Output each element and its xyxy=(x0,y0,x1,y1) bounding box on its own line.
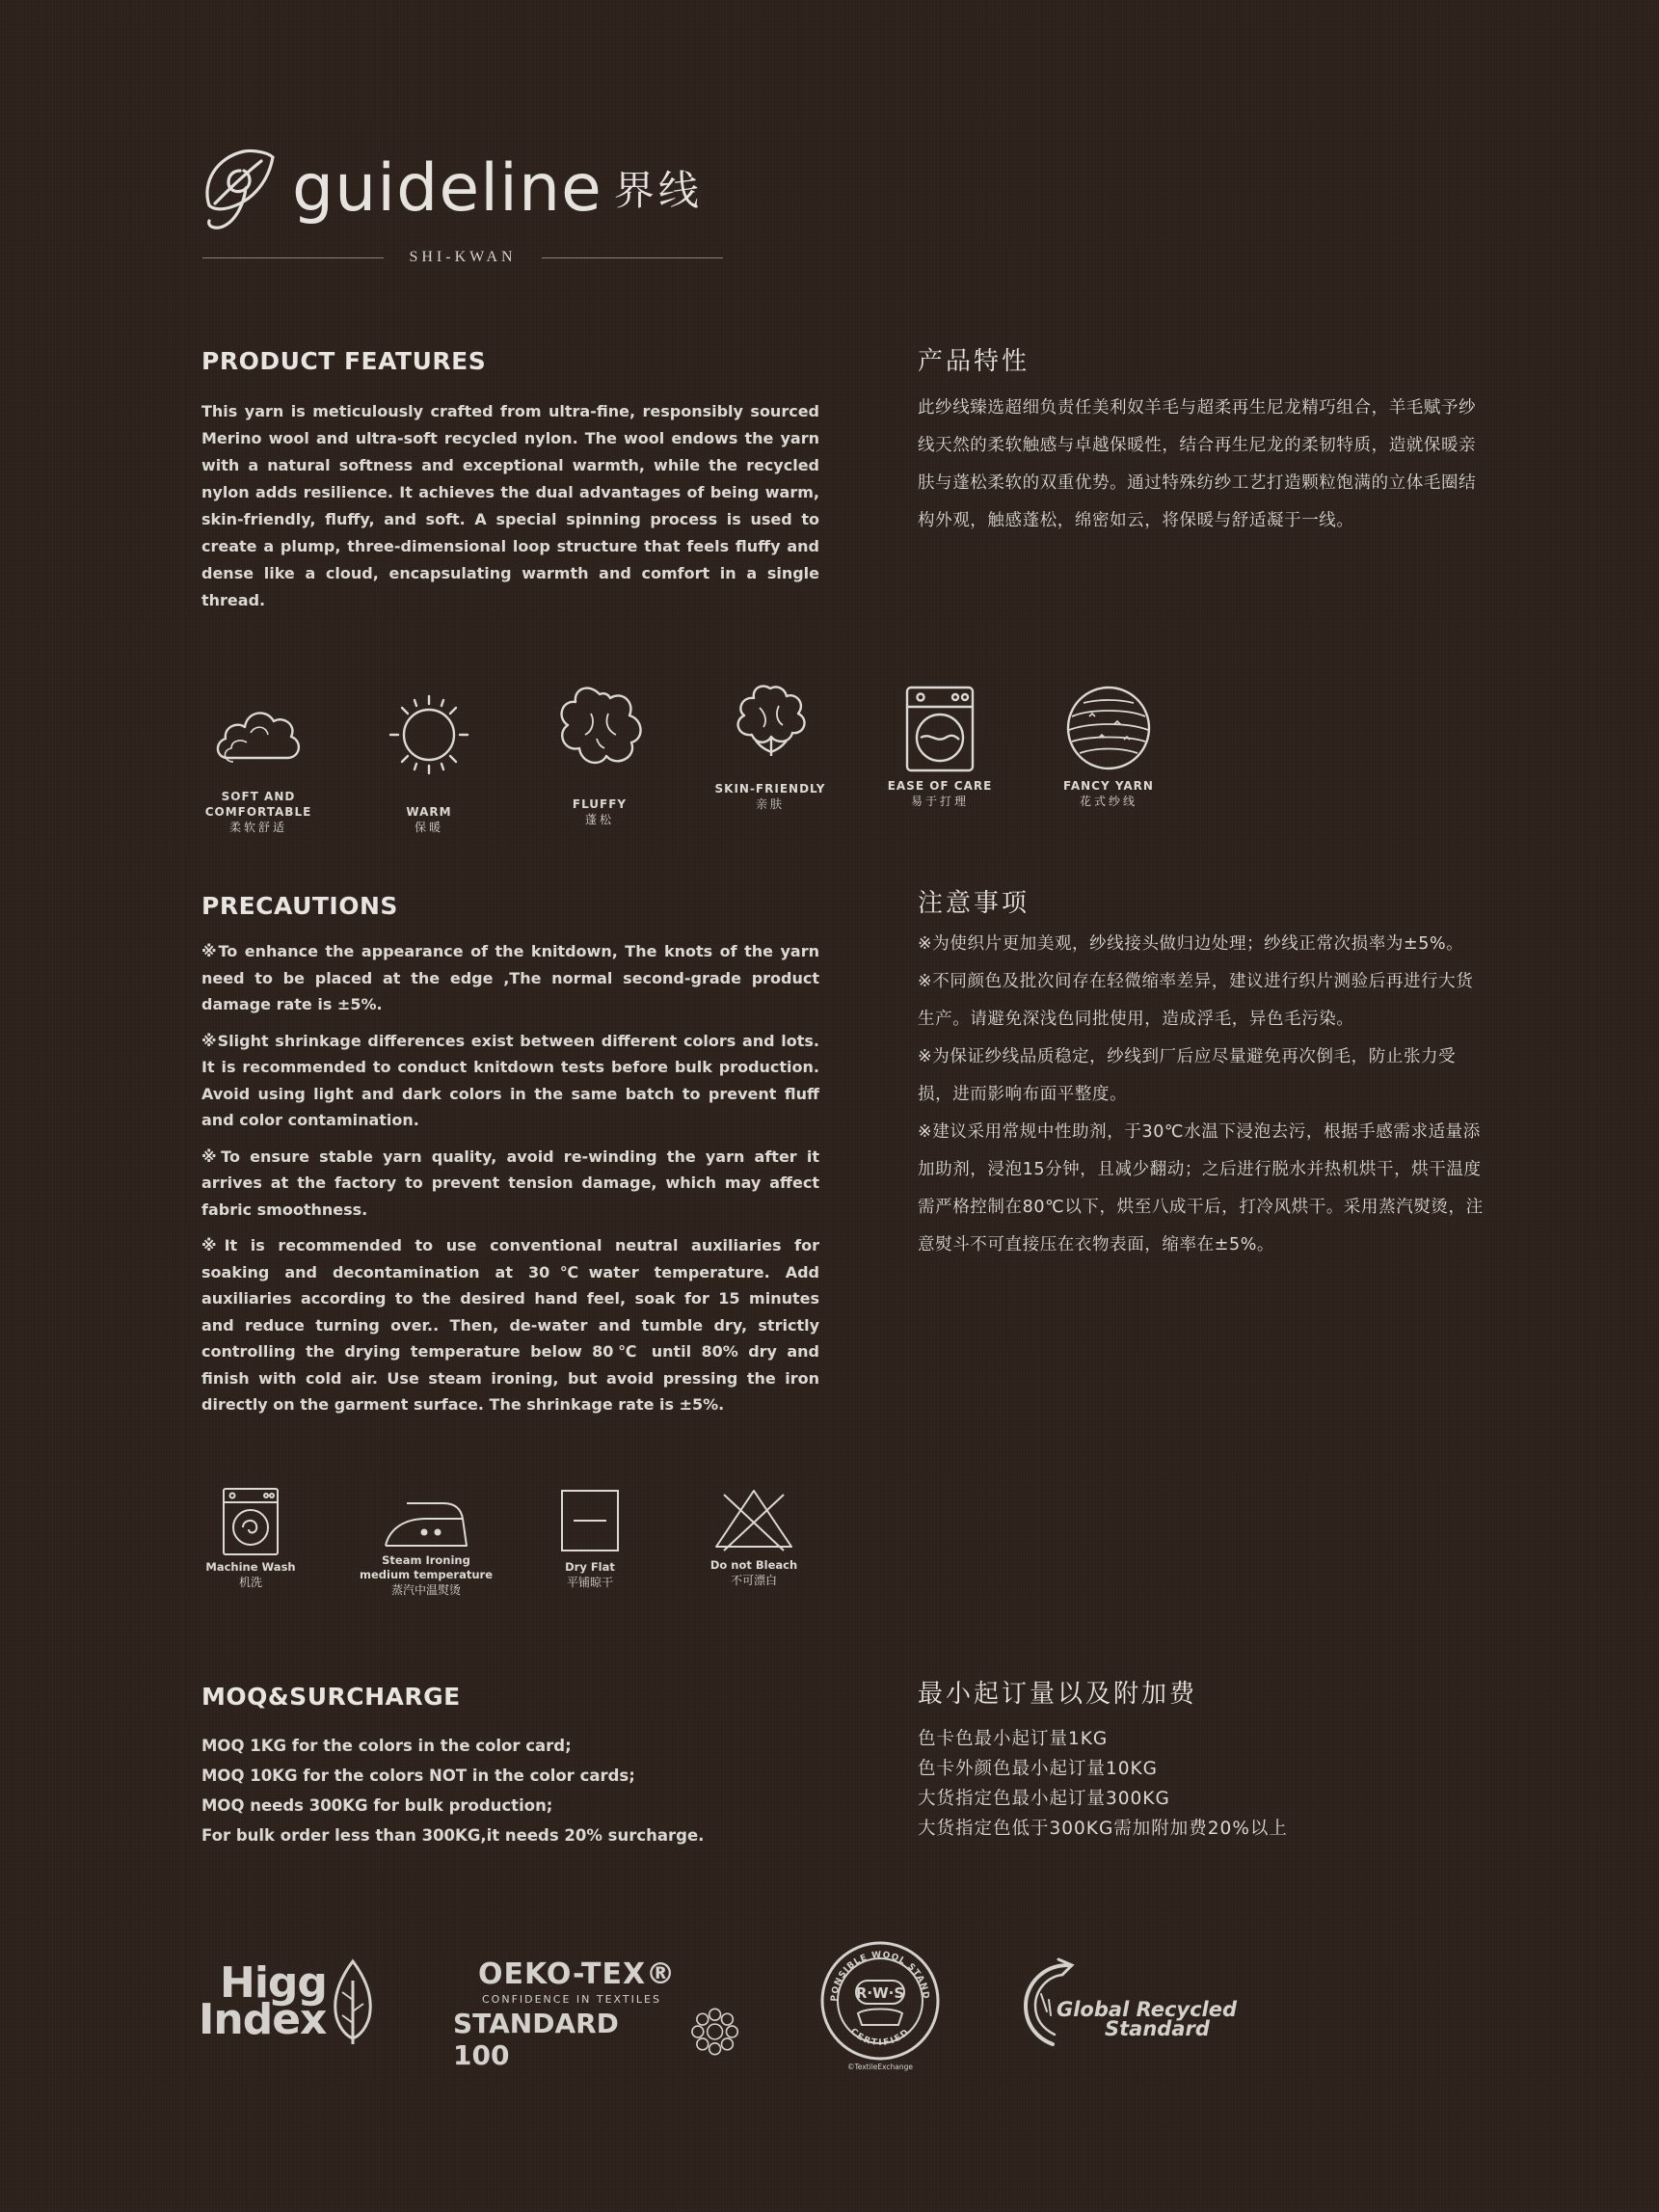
moq-line: MOQ 1KG for the colors in the color card; xyxy=(201,1737,572,1755)
precaution-item-cn: ※为使织片更加美观，纱线接头做归边处理；纱线正常次损率为±5%。 xyxy=(918,934,1464,954)
moq-line: MOQ 10KG for the colors NOT in the color cards; xyxy=(201,1767,635,1785)
precaution-item-cn: ※为保证纱线品质稳定，纱线到厂后应尽量避免再次倒毛，防止张力受损，进而影响布面平整度。 xyxy=(918,1047,1457,1104)
care-do-not-bleach: Do not Bleach 不可漂白 xyxy=(667,1485,841,1588)
divider-left xyxy=(202,257,384,258)
oeko-flower-icon xyxy=(687,2004,742,2060)
precaution-item: ※To enhance the appearance of the knitdown, The knots of the yarn need to be placed at the edge ,The normal second-grade product damage rate is ±5%. xyxy=(201,942,819,1013)
precaution-item: ※Slight shrinkage differences exist between different colors and lots. It is recommended to conduct knitdown tests before bulk production. Avoid using light and dark colors in the same batch to prevent fluff and color contamination. xyxy=(201,1031,819,1129)
cloud-icon xyxy=(210,685,307,781)
precaution-item-cn: ※不同颜色及批次间存在轻微缩率差异，建议进行织片测验后再进行大货生产。请避免深浅色同批使用，造成浮毛，异色毛污染。 xyxy=(918,972,1474,1029)
higg-index-logo: Higg Index xyxy=(199,1957,377,2046)
brand-name-cn: 界线 xyxy=(613,167,703,214)
care-machine-wash: Machine Wash 机洗 xyxy=(164,1485,337,1590)
rws-seal-icon xyxy=(817,1938,943,2064)
feature-skin-friendly: SKIN-FRIENDLY 亲肤 xyxy=(683,675,857,812)
svg-text:CERTIFIED: CERTIFIED xyxy=(847,2026,913,2049)
rws-logo: PONSIBLE WOOL STAND CERTIFIED R·W·S ©TextileExchange xyxy=(817,1938,943,2071)
leaf-logo-icon xyxy=(198,144,279,232)
washing-machine-icon xyxy=(892,680,988,776)
grs-logo: Global Recycled Standard xyxy=(1020,1957,1251,2054)
precaution-item: ※To ensure stable yarn quality, avoid re-winding the yarn after it arrives at the factory to prevent tension damage, which may affect fabric smoothness. xyxy=(201,1146,819,1219)
steam-iron-icon xyxy=(380,1490,472,1551)
moq-title-en: MOQ&SURCHARGE xyxy=(201,1683,461,1711)
precaution-item: ※It is recommended to use conventional neutral auxiliaries for soaking and decontamination at 30℃water temperature. Add auxiliaries according to the desired hand feel, soak for 15 minutes and reduce turning over.. Then, de-water and tumble dry, strictly controlling the drying temperature below 80℃ until 80% dry and finish with cold air. Use steam ironing, but avoid pressing the iron directly on the garment surface. The shrinkage rate is ±5%. xyxy=(201,1236,819,1414)
svg-text:R·W·S: R·W·S xyxy=(855,1984,905,2002)
moq-line: MOQ needs 300KG for bulk production; xyxy=(201,1796,553,1815)
precaution-item-cn: ※建议采用常规中性助剂，于30℃水温下浸泡去污，根据手感需求适量添加助剂，浸泡15分钟，且减少翻动；之后进行脱水并热机烘干，烘干温度需严格控制在80℃以下，烘至八成干后，打冷风烘干。采用蒸汽熨烫，注意熨斗不可直接压在衣物表面，缩率在±5%。 xyxy=(918,1122,1484,1254)
cotton-icon xyxy=(547,675,653,781)
feature-fluffy: FLUFFY 蓬松 xyxy=(513,675,686,827)
moq-line-cn: 色卡外颜色最小起订量10KG xyxy=(918,1759,1159,1779)
features-title-en: PRODUCT FEATURES xyxy=(201,347,487,375)
dry-flat-icon xyxy=(558,1487,622,1554)
do-not-bleach-icon xyxy=(710,1485,797,1552)
brand-subtitle: SHI-KWAN xyxy=(409,249,517,265)
cotton-ball-icon xyxy=(717,675,823,781)
machine-wash-icon xyxy=(220,1485,281,1558)
brand-name: guideline xyxy=(292,149,602,227)
features-title-cn: 产品特性 xyxy=(918,347,1030,376)
higg-leaf-icon xyxy=(329,1957,377,2046)
features-body-en: This yarn is meticulously crafted from ultra-fine, responsibly sourced Merino wool and ultra-soft recycled nylon. The wool endows the yarn with a natural softness and exceptional warmth, while the recycled nylon adds resilience. It achieves the dual advantages of being warm, skin-friendly, fluffy, and soft. A special spinning process is used to create a plump, three-dimensional loop structure that feels fluffy and dense like a cloud, encapsulating warmth and comfort in a single thread. xyxy=(201,402,819,609)
sun-icon xyxy=(381,685,477,781)
moq-line: For bulk order less than 300KG,it needs 20% surcharge. xyxy=(201,1826,705,1845)
care-steam-iron: Steam Ironing medium temperature 蒸汽中温熨烫 xyxy=(339,1490,513,1598)
brand-logo xyxy=(198,135,703,241)
precautions-list-en xyxy=(201,938,819,1428)
moq-title-cn: 最小起订量以及附加费 xyxy=(918,1680,1198,1709)
features-body-cn: 此纱线臻选超细负责任美利奴羊毛与超柔再生尼龙精巧组合，羊毛赋予纱线天然的柔软触感与卓越保暖性，结合再生尼龙的柔韧特质，造就保暖亲肤与蓬松柔软的双重优势。通过特殊纺纱工艺打造颗粒饱满的立体毛圈结构外观，触感蓬松，绵密如云，将保暖与舒适凝于一线。 xyxy=(918,398,1477,530)
precautions-title-en: PRECAUTIONS xyxy=(201,892,398,920)
feature-warm: WARM 保暖 xyxy=(342,685,516,835)
moq-line-cn: 色卡色最小起订量1KG xyxy=(918,1729,1109,1749)
precautions-title-cn: 注意事项 xyxy=(918,889,1030,918)
moq-list-en xyxy=(201,1731,857,1850)
oeko-tex-logo: OEKO-TEX® CONFIDENCE IN TEXTILES STANDARD 100 xyxy=(453,1957,742,2071)
svg-text:RESPONSIBLE WOOL STANDARD: PONSIBLE WOOL STAND xyxy=(829,1950,931,2002)
divider-right xyxy=(542,257,723,258)
care-dry-flat: Dry Flat 平铺晾干 xyxy=(503,1487,677,1590)
feature-fancy-yarn: FANCY YARN 花式纱线 xyxy=(1022,680,1195,809)
precautions-list-cn xyxy=(918,926,1490,1264)
moq-line-cn: 大货指定色最小起订量300KG xyxy=(918,1789,1170,1809)
brand-subtitle-row xyxy=(202,249,723,266)
feature-soft: SOFT AND COMFORTABLE 柔软舒适 xyxy=(172,685,345,835)
moq-list-cn xyxy=(918,1724,1496,1844)
feature-ease-of-care: EASE OF CARE 易于打理 xyxy=(853,680,1027,809)
moq-line-cn: 大货指定色低于300KG需加附加费20%以上 xyxy=(918,1819,1288,1839)
yarn-ball-icon xyxy=(1060,680,1157,776)
